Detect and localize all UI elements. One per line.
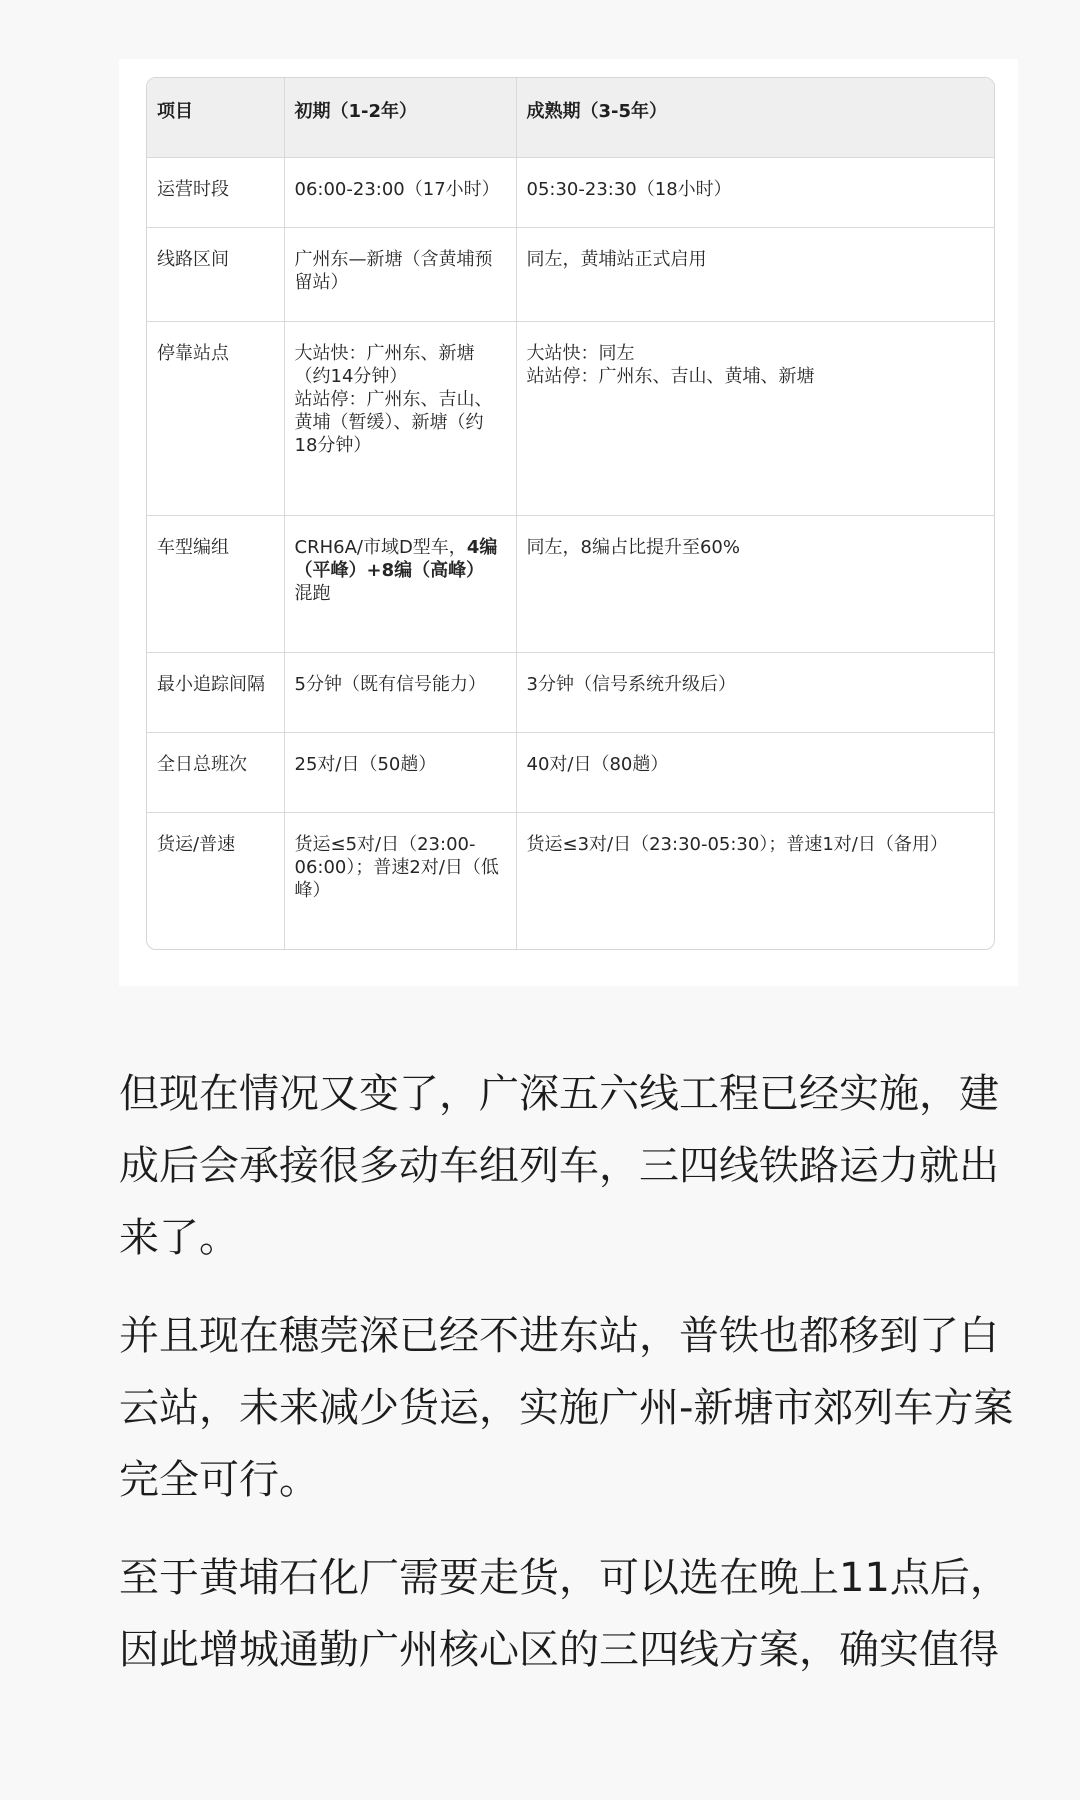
table-row [147, 158, 994, 228]
row-label: 线路区间 [147, 228, 284, 322]
cell-early-suffix: 混跑 [294, 583, 331, 604]
cell-early: 货运≤5对/日（23:00-06:00）；普速2对/日（低峰） [284, 813, 516, 949]
paragraph: 并且现在穗莞深已经不进东站，普铁也都移到了白云站，未来减少货运，实施广州-新塘市郊列车方案完全可行。 [119, 1313, 1014, 1503]
cell-early: 06:00-23:00（17小时） [284, 158, 516, 228]
row-label: 最小追踪间隔 [147, 653, 284, 733]
row-label: 车型编组 [147, 516, 284, 653]
table-row [147, 516, 994, 653]
paragraph: 至于黄埔石化厂需要走货，可以选在晚上11点后，因此增城通勤广州核心区的三四线方案，确实值得 [119, 1555, 1010, 1673]
cell-mature: 货运≤3对/日（23:30-05:30）；普速1对/日（备用） [526, 834, 948, 855]
article-body [119, 1058, 1024, 1712]
table-row [147, 322, 994, 516]
cell-early-bold-text: 4编（平峰）+8编（高峰） [294, 537, 498, 581]
cell-early-text: CRH6A/市域D型车， [294, 537, 467, 558]
paragraph: 但现在情况又变了，广深五六线工程已经实施，建成后会承接很多动车组列车，三四线铁路运力就出来了。 [119, 1071, 999, 1261]
table-row [147, 228, 994, 322]
row-label: 货运/普速 [147, 813, 284, 949]
header-item: 项目 [147, 78, 284, 158]
comparison-table [147, 78, 994, 949]
cell-early [284, 516, 516, 653]
cell-mature: 同左，8编占比提升至60% [516, 516, 994, 653]
header-early-phase: 初期（1-2年） [284, 78, 516, 158]
cell-mature: 40对/日（80趟） [516, 733, 994, 813]
cell-early: 25对/日（50趟） [284, 733, 516, 813]
cell-early: 大站快：广州东、新塘（约14分钟） 站站停：广州东、吉山、黄埔（暂缓）、新塘（约18分钟） [284, 322, 516, 516]
cell-mature: 05:30-23:30（18小时） [516, 158, 994, 228]
cell-mature: 大站快：同左 站站停：广州东、吉山、黄埔、新塘 [516, 322, 994, 516]
table-row [147, 813, 994, 949]
header-mature-phase: 成熟期（3-5年） [516, 78, 994, 158]
table-header-row [147, 78, 994, 158]
cell-mature: 3分钟（信号系统升级后） [516, 653, 994, 733]
row-label: 全日总班次 [147, 733, 284, 813]
table-row [147, 653, 994, 733]
cell-early: 广州东—新塘（含黄埔预留站） [284, 228, 516, 322]
cell-mature: 同左，黄埔站正式启用 [516, 228, 994, 322]
row-label: 停靠站点 [147, 322, 284, 516]
table-screenshot [119, 59, 1018, 986]
row-label: 运营时段 [147, 158, 284, 228]
table-row [147, 733, 994, 813]
cell-early: 5分钟（既有信号能力） [284, 653, 516, 733]
comparison-table-frame [146, 77, 995, 950]
